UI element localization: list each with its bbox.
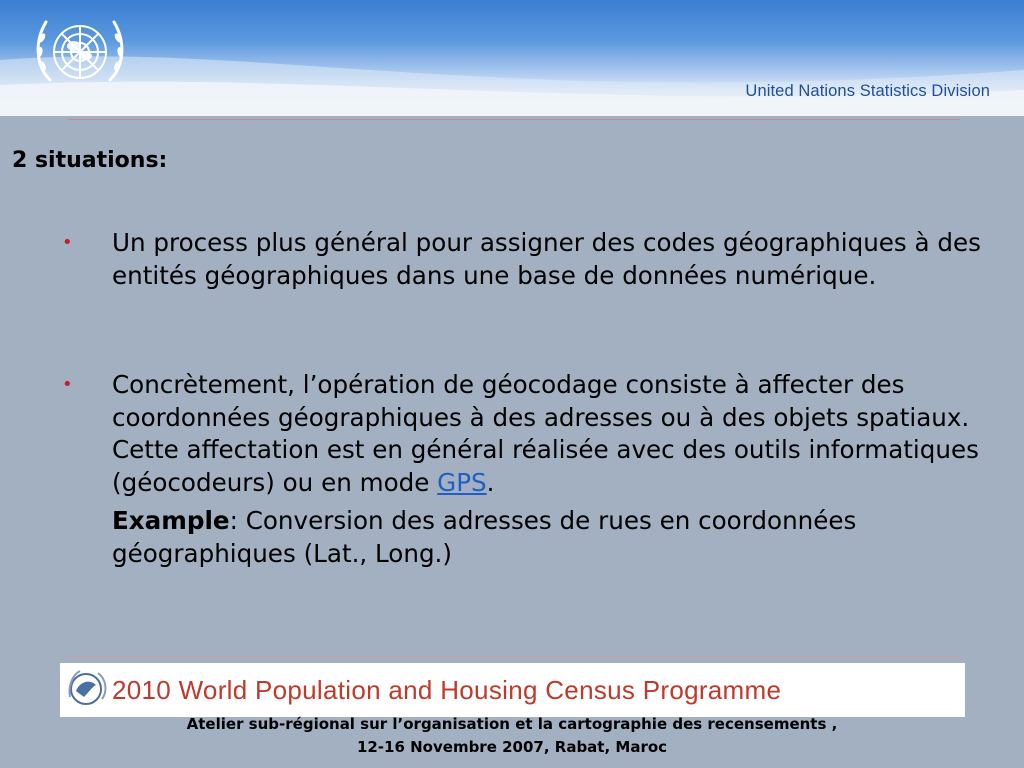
bullet-text-1: Un process plus général pour assigner des codes géographiques à des entités géographiques dans une base de données numérique.: [112, 228, 981, 290]
example-paragraph: [112, 505, 1007, 570]
footer-line-1: Atelier sub-régional sur l’organisation et la cartographie des recensements ,: [186, 715, 838, 733]
example-text: : Conversion des adresses de rues en coordonnées géographiques (Lat., Long.): [112, 506, 857, 568]
slide-title: 2 situations:: [12, 148, 168, 173]
bottom-divider: [68, 657, 960, 658]
un-emblem-icon: [28, 8, 132, 100]
bullet-item-1: [62, 227, 1007, 292]
bullet-item-2: [62, 369, 1007, 499]
banner-title: 2010 World Population and Housing Census Programme: [112, 675, 782, 705]
bullet-dot-icon: •: [62, 374, 73, 395]
example-label: Example: [112, 506, 230, 535]
bullet-text-2-end: .: [486, 467, 495, 497]
census-programme-banner: [60, 663, 965, 717]
top-divider: [68, 119, 960, 120]
bullet-dot-icon: •: [62, 232, 73, 253]
bullet-text-2: Concrètement, l’opération de géocodage consiste à affecter des coordonnées géographiques à des adresses ou à des objets spatiaux. Cette affectation est en général réalisée avec des outils informatiques (géocodeurs) ou en mode: [112, 370, 979, 497]
census-logo-icon: [66, 667, 110, 711]
header-banner: [0, 0, 1024, 116]
gps-link[interactable]: GPS: [437, 467, 487, 497]
footer-line-2: 12-16 Novembre 2007, Rabat, Maroc: [356, 738, 668, 756]
organization-name: United Nations Statistics Division: [745, 82, 990, 100]
